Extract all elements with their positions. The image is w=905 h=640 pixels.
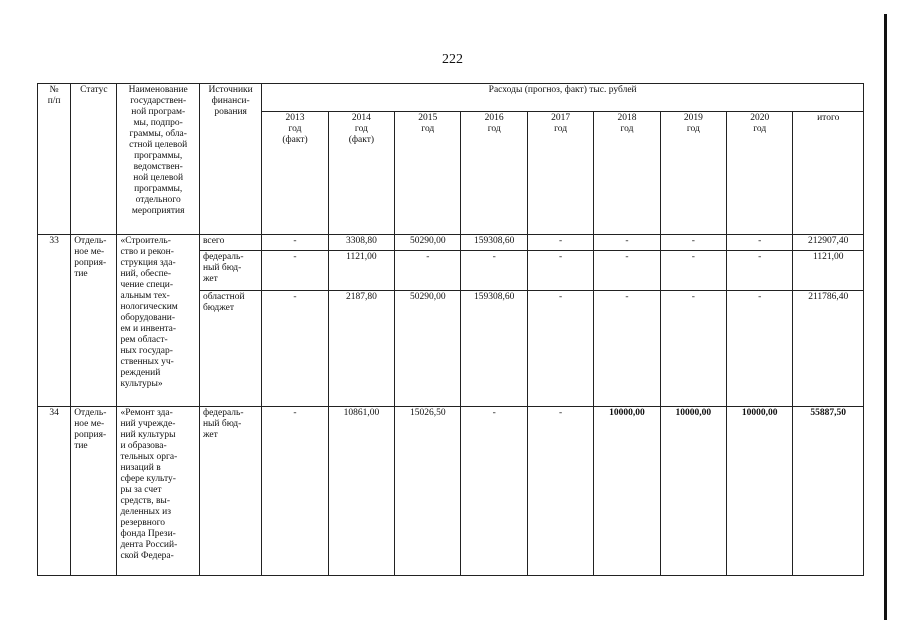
value-cell: 10861,00 (328, 407, 394, 576)
header-year: 2020 год (727, 112, 793, 235)
value-cell: - (461, 251, 527, 291)
row-source: всего (199, 235, 261, 251)
row-source: федераль- ный бюд- жет (199, 407, 261, 576)
value-cell: - (527, 251, 593, 291)
value-cell: 10000,00 (660, 407, 726, 576)
value-cell: - (660, 251, 726, 291)
value-cell: - (461, 407, 527, 576)
header-source: Источники финанси- рования (199, 84, 261, 235)
value-cell: - (727, 251, 793, 291)
header-year: 2019 год (660, 112, 726, 235)
value-cell: - (527, 291, 593, 407)
header-year: 2013 год (факт) (262, 112, 328, 235)
value-cell: - (527, 235, 593, 251)
row-num: 33 (38, 235, 71, 407)
table-row (38, 235, 864, 251)
value-cell: - (262, 235, 328, 251)
value-cell: - (594, 251, 660, 291)
header-year: 2014 год (факт) (328, 112, 394, 235)
value-cell: - (262, 407, 328, 576)
value-cell: - (660, 235, 726, 251)
value-cell: 50290,00 (395, 291, 461, 407)
value-total: 212907,40 (793, 235, 864, 251)
budget-table (37, 83, 864, 576)
header-num: № п/п (38, 84, 71, 235)
value-cell: 50290,00 (395, 235, 461, 251)
page-number: 222 (442, 52, 463, 67)
value-cell: 159308,60 (461, 291, 527, 407)
value-cell: - (262, 291, 328, 407)
value-total: 1121,00 (793, 251, 864, 291)
value-cell: - (594, 291, 660, 407)
header-year: 2017 год (527, 112, 593, 235)
value-cell: - (594, 235, 660, 251)
header-name: Наименование государствен- ной програм- мы, подпро- граммы, обла- стной целевой программы, ведомствен- ной целевой программы, отдельного мероприятия (117, 84, 199, 235)
value-cell: - (727, 235, 793, 251)
header-total: итого (793, 112, 864, 235)
header-row (38, 84, 864, 112)
value-cell: 3308,80 (328, 235, 394, 251)
value-cell: - (727, 291, 793, 407)
row-status: Отдель- ное ме- роприя- тие (71, 235, 117, 407)
value-cell: - (527, 407, 593, 576)
row-name: «Ремонт зда- ний учрежде- ний культуры и образова- тельных орга- низаций в сфере культу- ры за счет средств, вы- деленных из резервного фонда Прези- дента Россий- ской Федера- (117, 407, 199, 576)
value-cell: - (262, 251, 328, 291)
value-cell: 15026,50 (395, 407, 461, 576)
value-cell: - (660, 291, 726, 407)
header-year: 2015 год (395, 112, 461, 235)
value-cell: - (395, 251, 461, 291)
row-name: «Строитель- ство и рекон- струкция зда- ний, обеспе- чение специ- альным тех- нологическим оборудовани- ем и инвента- рем област- ных государ- ственных уч- реждений культуры» (117, 235, 199, 407)
header-status: Статус (71, 84, 117, 235)
value-cell: 2187,80 (328, 291, 394, 407)
value-total: 55887,50 (793, 407, 864, 576)
value-cell: 159308,60 (461, 235, 527, 251)
row-status: Отдель- ное ме- роприя- тие (71, 407, 117, 576)
value-total: 211786,40 (793, 291, 864, 407)
row-source: областной бюджет (199, 291, 261, 407)
value-cell: 1121,00 (328, 251, 394, 291)
row-source: федераль- ный бюд- жет (199, 251, 261, 291)
header-year: 2018 год (594, 112, 660, 235)
table-row (38, 407, 864, 576)
margin-rule (884, 14, 887, 620)
row-num: 34 (38, 407, 71, 576)
header-year: 2016 год (461, 112, 527, 235)
value-cell: 10000,00 (727, 407, 793, 576)
value-cell: 10000,00 (594, 407, 660, 576)
header-expenses: Расходы (прогноз, факт) тыс. рублей (262, 84, 864, 112)
